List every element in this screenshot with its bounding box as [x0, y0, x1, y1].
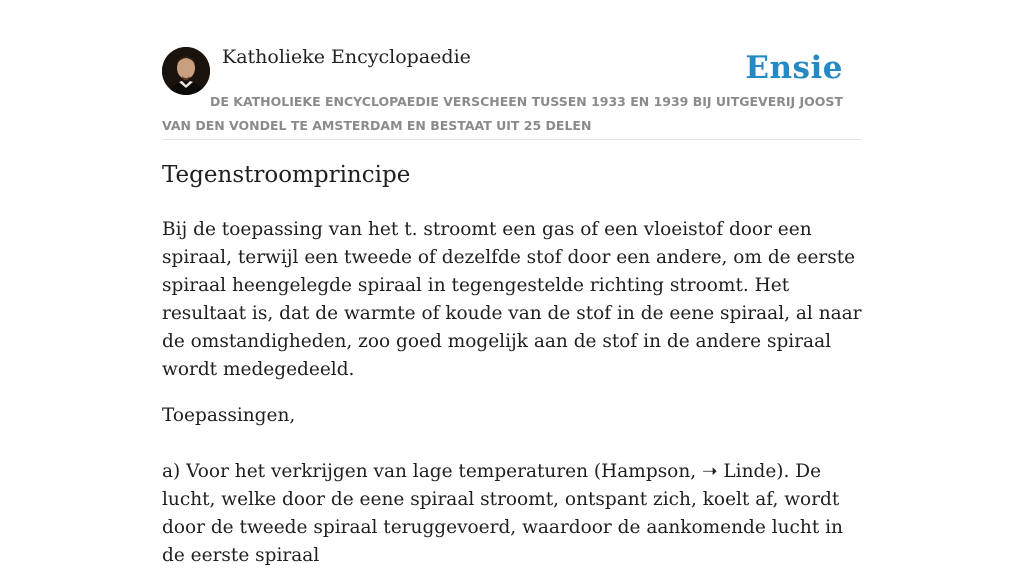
article-title: Tegenstroomprincipe — [162, 162, 411, 188]
publication-avatar[interactable] — [162, 47, 210, 95]
publication-title[interactable]: Katholieke Encyclopaedie — [222, 46, 471, 68]
publication-description: DE KATHOLIEKE ENCYCLOPAEDIE VERSCHEEN TUSSEN 1933 EN 1939 BIJ UITGEVERIJ JOOST VAN DEN VONDEL TE AMSTERDAM EN BESTAAT UIT 25 DELEN — [162, 94, 843, 133]
article-paragraph: a) Voor het verkrijgen van lage temperaturen (Hampson, ➝ Linde). De lucht, welke door de eene spiraal stroomt, ontspant zich, koelt af, wordt door de tweede spiraal teruggevoerd, waardoor de aankomende lucht in de eerste spiraal — [162, 461, 843, 566]
header-divider — [162, 139, 862, 140]
portrait-icon — [162, 47, 210, 95]
article-paragraph: Toepassingen, — [162, 405, 296, 426]
article-body — [162, 216, 862, 588]
article-paragraph: Bij de toepassing van het t. stroomt een gas of een vloeistof door een spiraal, terwijl een tweede of dezelfde stof door een andere, om de eerste spiraal heengelegde spiraal in tegengestelde richting stroomt. Het resultaat is, dat de warmte of koude van de stof in de eene spiraal, al naar de omstandigheden, zoo goed mogelijk aan de stof in de andere spiraal wordt medegedeeld. — [162, 219, 862, 380]
brand-logo[interactable]: Ensie — [745, 50, 843, 86]
